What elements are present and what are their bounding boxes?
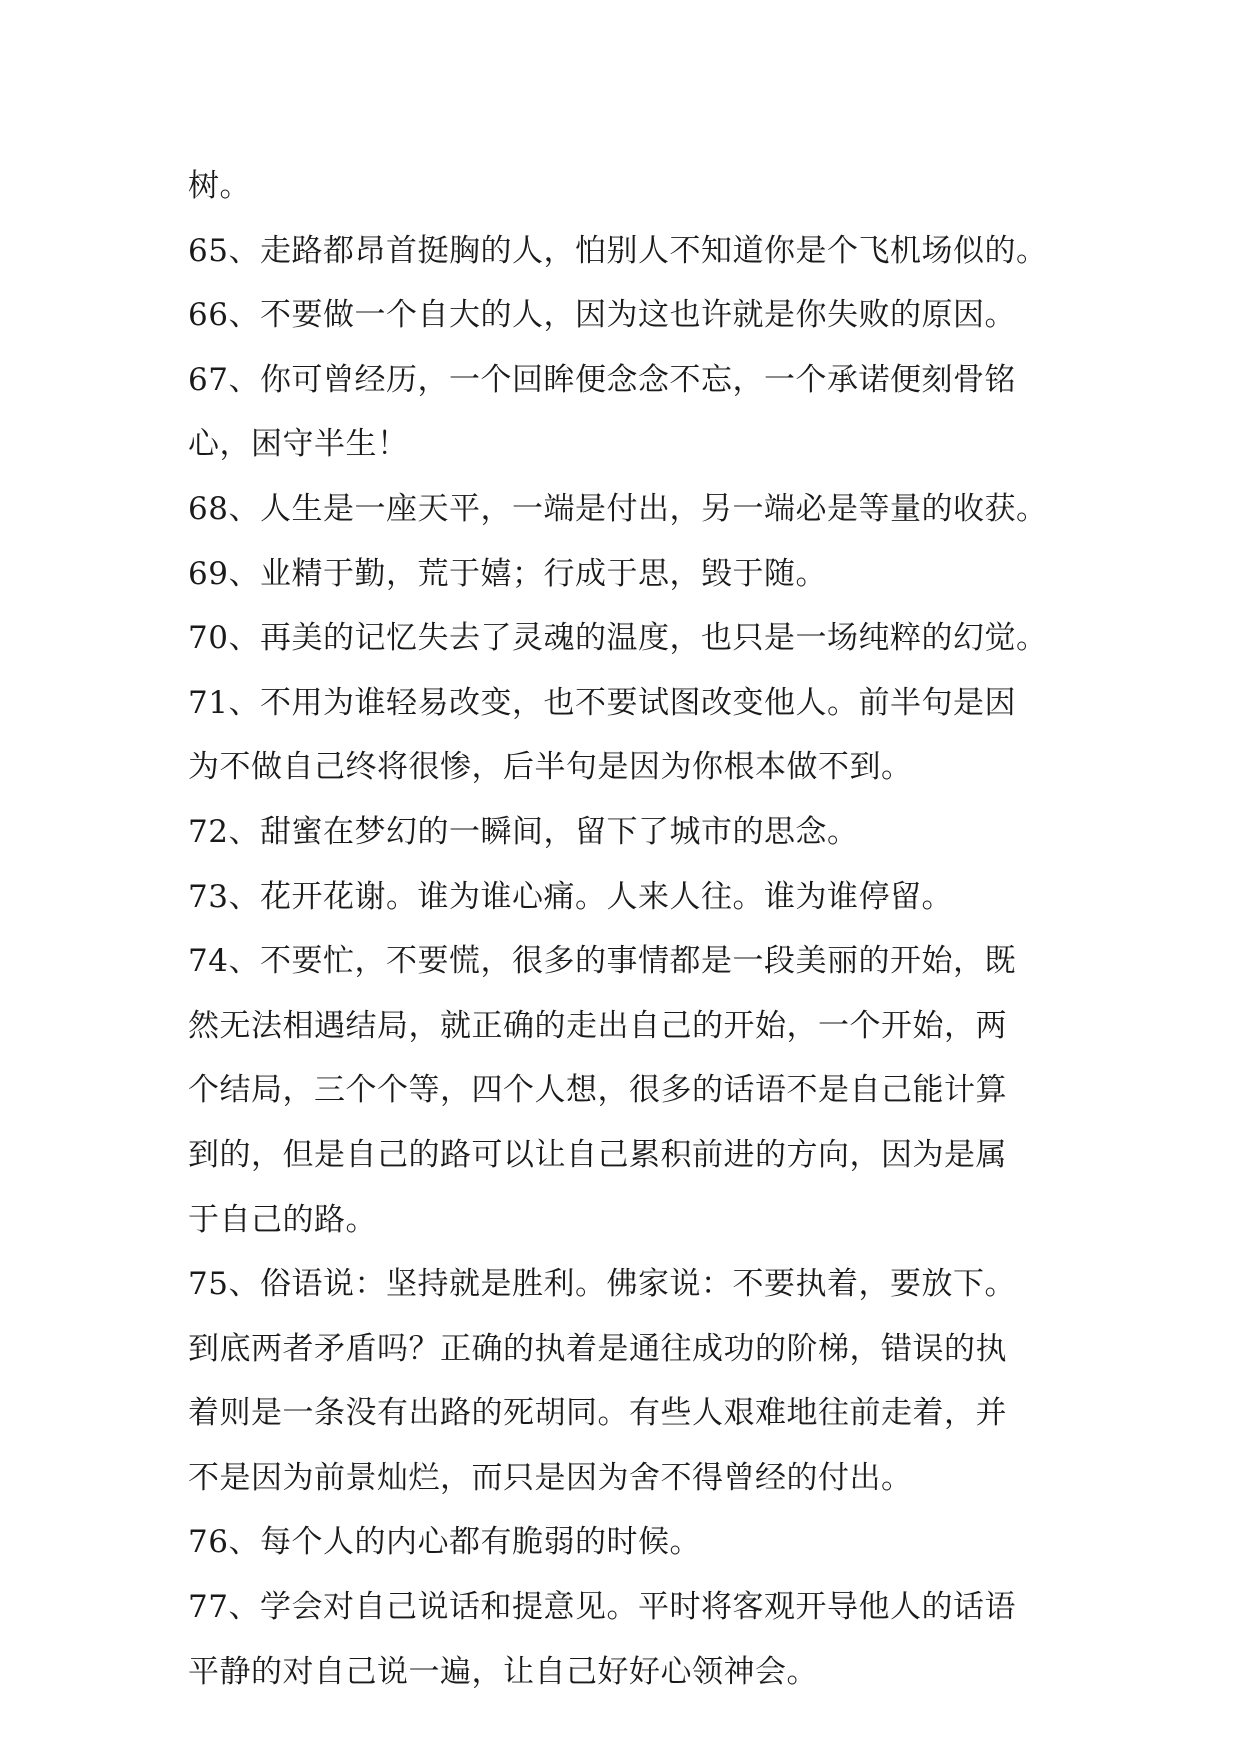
text-line: 树。 [188, 168, 251, 204]
text-line: 不是因为前景灿烂，而只是因为舍不得曾经的付出。 [188, 1459, 913, 1496]
document-body [188, 154, 1068, 1704]
text-line: 平静的对自己说一遍，让自己好好心领神会。 [188, 1653, 818, 1690]
text-line: 70、再美的记忆失去了灵魂的温度，也只是一场纯粹的幻觉。 [188, 620, 1048, 657]
text-line: 个结局，三个个等，四个人想，很多的话语不是自己能计算 [188, 1072, 1007, 1109]
text-line: 76、每个人的内心都有脆弱的时候。 [188, 1524, 701, 1561]
text-line: 77、学会对自己说话和提意见。平时将客观开导他人的话语 [188, 1589, 1016, 1626]
text-line: 着则是一条没有出路的死胡同。有些人艰难地往前走着，并 [188, 1395, 1007, 1432]
text-line: 68、人生是一座天平，一端是付出，另一端必是等量的收获。 [188, 490, 1048, 527]
text-line: 75、俗语说：坚持就是胜利。佛家说：不要执着，要放下。 [188, 1266, 1016, 1303]
text-line: 心，困守半生！ [188, 426, 409, 463]
text-line: 为不做自己终将很惨，后半句是因为你根本做不到。 [188, 749, 913, 786]
text-line: 到底两者矛盾吗？正确的执着是通往成功的阶梯，错误的执 [188, 1330, 1007, 1367]
text-line: 74、不要忙，不要慌，很多的事情都是一段美丽的开始，既 [188, 943, 1016, 980]
text-line: 65、走路都昂首挺胸的人，怕别人不知道你是个飞机场似的。 [188, 232, 1048, 269]
text-line: 73、花开花谢。谁为谁心痛。人来人往。谁为谁停留。 [188, 878, 953, 915]
text-line: 69、业精于勤，荒于嬉；行成于思，毁于随。 [188, 555, 827, 592]
text-line: 67、你可曾经历，一个回眸便念念不忘，一个承诺便刻骨铭 [188, 361, 1016, 398]
text-line: 72、甜蜜在梦幻的一瞬间，留下了城市的思念。 [188, 813, 859, 850]
text-line: 66、不要做一个自大的人，因为这也许就是你失败的原因。 [188, 297, 1016, 334]
text-line: 于自己的路。 [188, 1201, 377, 1238]
text-line: 71、不用为谁轻易改变，也不要试图改变他人。前半句是因 [188, 684, 1016, 721]
text-line: 到的，但是自己的路可以让自己累积前进的方向，因为是属 [188, 1136, 1007, 1173]
text-line: 然无法相遇结局，就正确的走出自己的开始，一个开始，两 [188, 1007, 1007, 1044]
